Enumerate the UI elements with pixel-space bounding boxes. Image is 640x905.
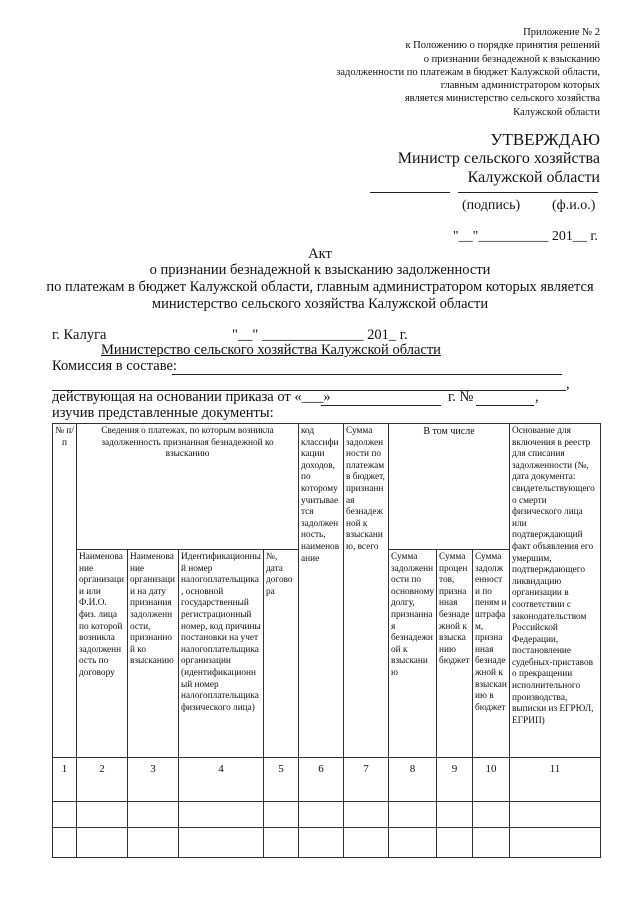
table-cell [389,802,437,828]
order-comma: , [535,389,539,405]
header-contract: №, дата договора [264,550,299,758]
act-table [52,423,601,858]
table-cell [344,802,389,828]
table-row [53,828,601,858]
annex-line: главным администратором которых [440,80,600,92]
table-cell [53,802,77,828]
commission-label: Комиссия в составе: [52,358,177,374]
table-cell [179,828,264,858]
order-date-line [321,405,441,406]
annex-line: задолженности по платежам в бюджет Калужской области, [336,66,600,78]
table-cell [344,828,389,858]
table-cell [264,802,299,828]
header-num: № п/п [53,424,77,758]
column-numbers-row [53,758,601,802]
table-cell [179,802,264,828]
act-subtitle: министерство сельского хозяйства Калужской области [151,296,489,312]
col-number: 9 [437,758,473,802]
header-including: В том числе [389,424,510,550]
header-basis: Основание для включения в реестр для списания задолженности (№, дата документа: свидетельствующего о смерти физического лица или подтверждающий факт объявления его умершим, подтверждающего ликвидацию организации в соответствии с законодательством Российской Федерации, постановление судебных-приставов о прекращении исполнительного производства, выписки из ЕГРЮЛ, ЕГРИП) [510,424,601,758]
table-cell [264,828,299,858]
act-subtitle: о признании безнадежной к взысканию задолженности [149,262,491,278]
table-cell [510,828,601,858]
table-cell [473,828,510,858]
approval-heading: УТВЕРЖДАЮ [490,130,600,149]
commission-line [172,374,562,375]
col-number: 7 [344,758,389,802]
act-subtitle: по платежам в бюджет Калужской области, главным администратором которых является [46,279,594,295]
table-cell [437,828,473,858]
table-row [53,802,601,828]
table-header-row [53,424,601,550]
table-cell [437,802,473,828]
header-org-name: Наименование организации или Ф.И.О. физ. лица по которой возникла задолженность по договору [77,550,128,758]
annex-line: Приложение № 2 [523,27,600,38]
header-principal: Сумма задолженности по основному долгу, признанная безнадежной к взысканию [389,550,437,758]
annex-header [270,26,600,119]
table-cell [389,828,437,858]
header-penalties: Сумма задолженности по пеням и штрафам, признанная безнадежной к взысканию в бюджет [473,550,510,758]
col-number: 2 [77,758,128,802]
col-number: 6 [299,758,344,802]
table-cell [53,828,77,858]
table-cell [510,802,601,828]
order-prefix: действующая на основании приказа от «___» [52,389,331,405]
table-cell [299,828,344,858]
signature-line [370,192,450,193]
annex-line: является министерство сельского хозяйства [404,93,600,105]
col-number: 4 [179,758,264,802]
ministry-name: Министерство сельского хозяйства Калужской области [101,342,441,358]
table-cell [473,802,510,828]
studied-documents: изучив представленные документы: [52,405,274,421]
col-number: 5 [264,758,299,802]
approval-region: Калужской области [467,169,600,186]
annex-line: Калужской области [513,106,600,118]
approval-block [398,130,600,187]
order-number-line [476,405,534,406]
comma: , [566,376,570,392]
name-label: (ф.и.о.) [552,198,596,213]
annex-line: о признании безнадежной к взысканию [423,53,600,65]
table-cell [299,802,344,828]
table-cell [128,802,179,828]
header-inn: Идентификационный номер налогоплательщика, основной государственный регистрационный номер, код причины постановки на учет налогоплательщика организации (идентификационный номер налогоплательщика физического лица) [179,550,264,758]
table-cell [128,828,179,858]
table-cell [77,802,128,828]
act-title: Акт [308,246,332,262]
header-sum-total: Сумма задолженности по платежам в бюджет, признанная безнадежной к взысканию, всего [344,424,389,758]
col-number: 3 [128,758,179,802]
order-number-label: г. № [448,389,474,405]
col-number: 1 [53,758,77,802]
approval-position: Министр сельского хозяйства [397,150,600,167]
table-cell [77,828,128,858]
act-date: "__" ______________ 201_ г. [232,327,408,343]
header-budget-code: код классификации доходов, по которому учитывается задолженность, наименование [299,424,344,758]
header-debt-name: Наименование организации на дату признания задолженности, признанной ко взысканию [128,550,179,758]
name-line [458,192,598,193]
annex-line: к Положению о порядке принятия решений [405,40,600,52]
col-number: 11 [510,758,601,802]
header-interest: Сумма процентов, признанная безнадежной к взысканию бюджет [437,550,473,758]
signature-label: (подпись) [462,198,521,213]
header-payment-info: Сведения о платежах, по которым возникла задолженность признанная безнадежной ко взысканию [77,424,299,550]
approval-date: "__"__________ 201__ г. [452,229,598,244]
col-number: 10 [473,758,510,802]
col-number: 8 [389,758,437,802]
city: г. Калуга [52,327,107,343]
